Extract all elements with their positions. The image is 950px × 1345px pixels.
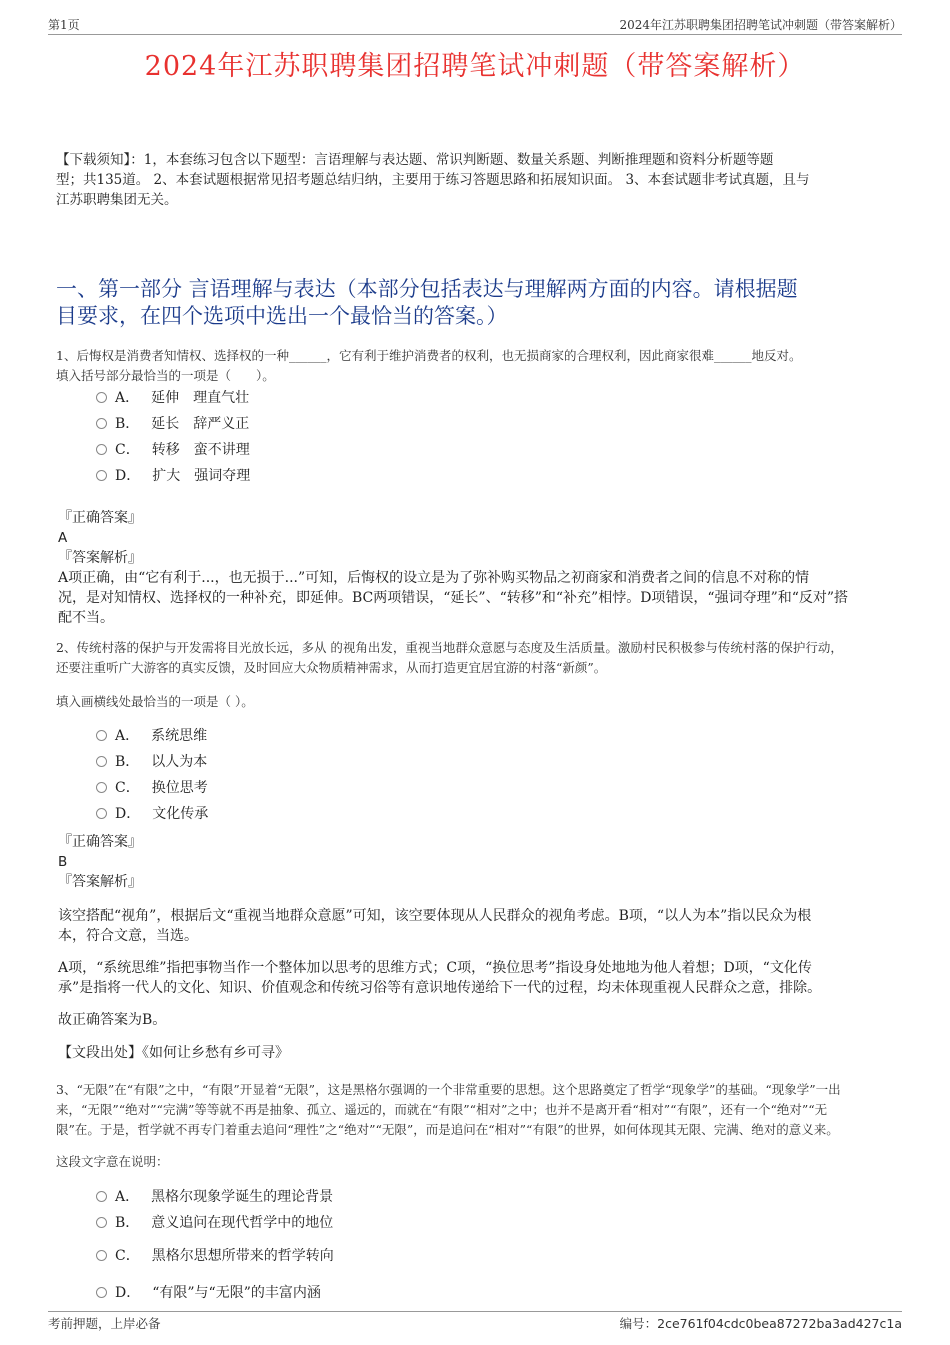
q3-option-b[interactable]: B． 意义追问在现代哲学中的地位 [96,1213,333,1233]
analysis-line: A项，“系统思维”指把事物当作一个整体加以思考的思维方式；C项，“换位思考”指设身处地地为他人着想；D项，“文化传 [58,960,812,976]
question-line: 1、后悔权是消费者知情权、选择权的一种______，它有利于维护消费者的权利，也无损商家的合理权利，因此商家很难______地反对。 [56,348,802,363]
answer-label: 『正确答案』 [58,510,142,526]
question-3-text [56,1080,898,1140]
question-2-text [56,638,898,678]
section-heading-line: 一、第一部分 言语理解与表达（本部分包括表达与理解两方面的内容。请根据题 [56,277,798,301]
radio-button[interactable] [96,444,107,455]
footer-code [620,1314,902,1332]
document-title: 2024年江苏职聘集团招聘笔试冲刺题（带答案解析） [144,51,806,82]
q1-answer-block [58,508,898,628]
q2-answer-block [58,832,898,892]
radio-button[interactable] [96,1287,107,1298]
q2-source: 【文段出处】《如何让乡愁有乡可寻》 [58,1045,289,1061]
radio-button[interactable] [96,782,107,793]
page-header [48,14,902,35]
q1-option-b[interactable]: B． 延长 辞严义正 [96,414,249,434]
radio-button[interactable] [96,1250,107,1261]
footer-slogan: 考前押题，上岸必备 [48,1316,161,1331]
page-number: 第1页 [48,18,80,32]
radio-button[interactable] [96,730,107,741]
answer-value: A [58,530,68,546]
radio-button[interactable] [96,808,107,819]
question-line: 限”在。于是，哲学就不再专门着重去追问“理性”之“绝对”“无限”，而是追问在“相对”“有限”的世界，如何体现其无限、完满、绝对的意义来。 [56,1122,839,1137]
analysis-line: 配不当。 [58,610,114,626]
answer-label: 『正确答案』 [58,834,142,850]
analysis-line: 该空搭配“视角”，根据后文“重视当地群众意愿”可知，该空要体现从人民群众的视角考虑。B项，“以人为本”指以民众为根 [58,908,812,924]
footer-code-value: 2ce761f04cdc0bea87272ba3ad427c1a [657,1316,902,1331]
download-notice [56,150,898,210]
question-line: 填入括号部分最恰当的一项是（ ）。 [56,368,275,383]
analysis-line: A项正确，由“它有利于...，也无损于...”可知，后悔权的设立是为了弥补购买物品之初商家和消费者之间的信息不对称的情 [58,570,810,586]
question-line: 还要注重听广大游客的真实反馈，及时回应大众物质精神需求，从而打造更宜居宜游的村落“新颜”。 [56,660,607,675]
analysis-line: 况，是对知情权、选择权的一种补充，即延伸。BC两项错误，“延长”、“转移”和“补充”相悖。D项错误，“强词夺理”和“反对”搭 [58,590,849,606]
question-line: 来，“无限”“绝对”“完满”等等就不再是抽象、孤立、遥远的，而就在“有限”“相对”之中；也并不是离开看“相对”“有限”，还有一个“绝对”“无 [56,1102,828,1117]
q3-option-d[interactable]: D． “有限”与“无限”的丰富内涵 [96,1283,321,1303]
q1-option-a[interactable]: A． 延伸 理直气壮 [96,388,249,408]
notice-line: 江苏职聘集团无关。 [56,192,178,208]
question-line: 2、传统村落的保护与开发需将目光放长远，多从 的视角出发，重视当地群众意愿与态度及生活质量。激励村民积极参与传统村落的保护行动， [56,640,843,655]
q2-option-d[interactable]: D． 文化传承 [96,804,208,824]
q2-option-c[interactable]: C． 换位思考 [96,778,208,798]
footer-code-label: 编号： [619,1316,658,1331]
q2-option-b[interactable]: B． 以人为本 [96,752,207,772]
notice-line: 【下载须知】：1，本套练习包含以下题型：言语理解与表达题、常识判断题、数量关系题、判断推理题和资料分析题等题 [56,152,774,168]
question-3-prompt: 这段文字意在说明： [56,1154,169,1169]
radio-button[interactable] [96,1217,107,1228]
analysis-label: 『答案解析』 [58,874,142,890]
notice-line: 型；共135道。 2、本套试题根据常见招考题总结归纳，主要用于练习答题思路和拓展知识面。 3、本套试题非考试真题，且与 [56,172,810,188]
radio-button[interactable] [96,756,107,767]
q1-option-d[interactable]: D． 扩大 强词夺理 [96,466,250,486]
question-line: 3、“无限”在“有限”之中，“有限”开显着“无限”，这是黑格尔强调的一个非常重要的思想。这个思路奠定了哲学“现象学”的基础。“现象学”一出 [56,1082,841,1097]
radio-button[interactable] [96,418,107,429]
radio-button[interactable] [96,392,107,403]
section-heading-line: 目要求，在四个选项中选出一个最恰当的答案。） [56,304,508,328]
analysis-label: 『答案解析』 [58,550,142,566]
analysis-line: 承”是指将一代人的文化、知识、价值观念和传统习俗等有意识地传递给下一代的过程，均未体现重视人民群众之意，排除。 [58,980,822,996]
q3-option-a[interactable]: A． 黑格尔现象学诞生的理论背景 [96,1187,333,1207]
answer-value: B [58,854,68,870]
radio-button[interactable] [96,470,107,481]
page-footer [48,1311,902,1334]
q2-option-a[interactable]: A． 系统思维 [96,726,207,746]
analysis-line: 本，符合文意，当选。 [58,928,198,944]
q1-option-c[interactable]: C． 转移 蛮不讲理 [96,440,250,460]
header-doc-title: 2024年江苏职聘集团招聘笔试冲刺题（带答案解析） [619,18,902,32]
q2-analysis-p2 [58,958,898,998]
section-heading [56,276,896,330]
q2-analysis-p3: 故正确答案为B。 [58,1012,167,1028]
q2-analysis-p1 [58,906,898,946]
radio-button[interactable] [96,1191,107,1202]
question-1-text [56,346,898,386]
q3-option-c[interactable]: C． 黑格尔思想所带来的哲学转向 [96,1246,334,1266]
question-2-prompt: 填入画横线处最恰当的一项是（ ）。 [56,694,254,709]
